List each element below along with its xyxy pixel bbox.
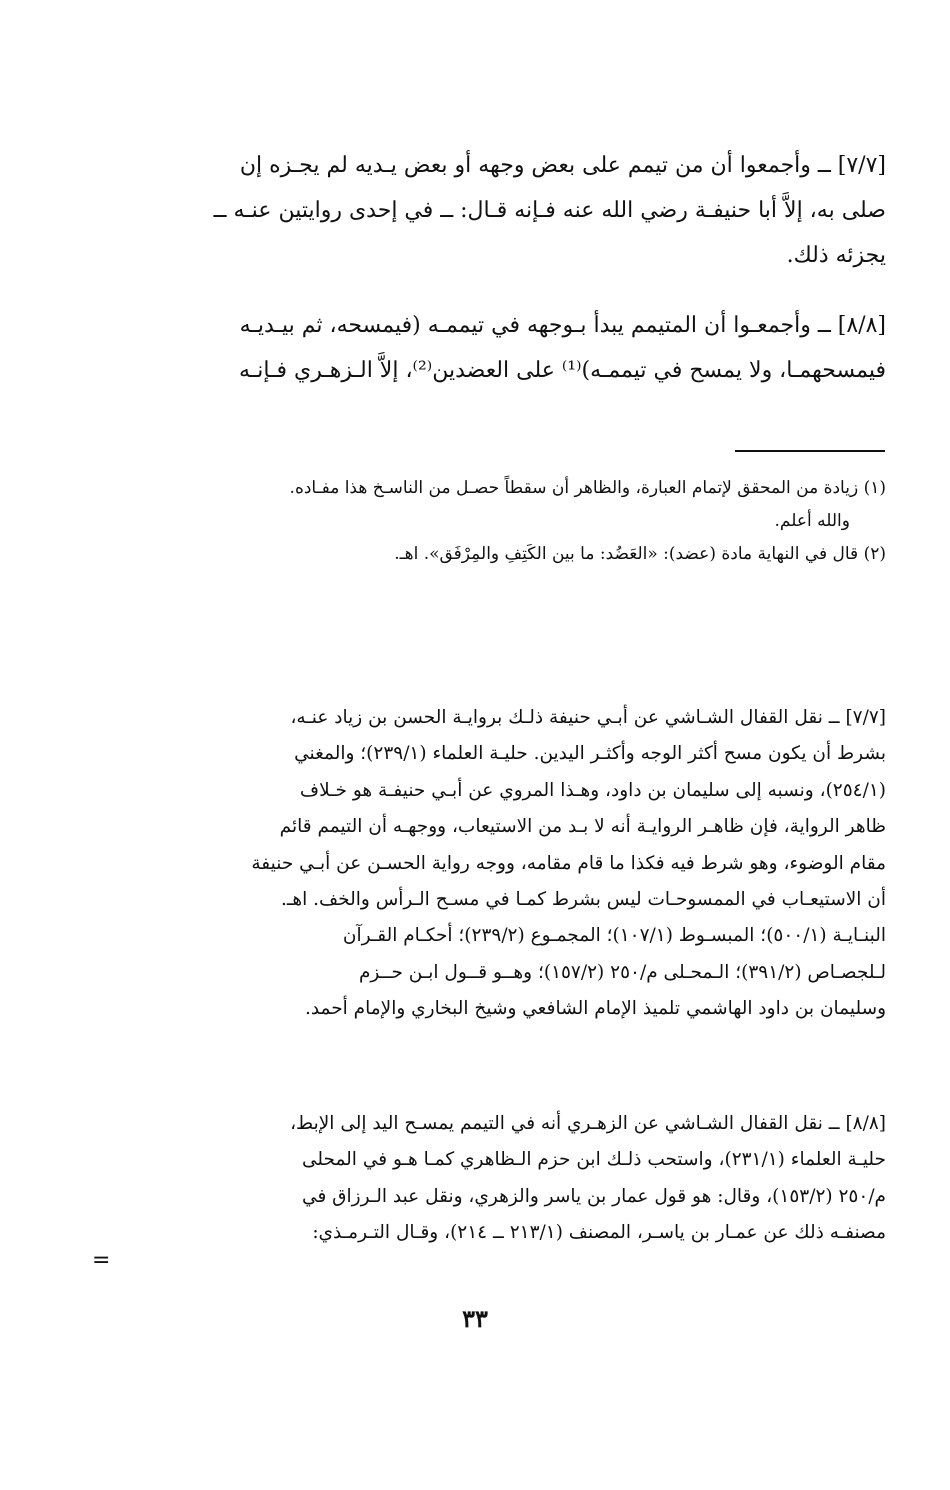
text-line: حليـة العلماء (٢٣١/١)، واستحب ذلـك ابن حزم الـظاهري كمـا هـو في المحلى (301, 1149, 886, 1171)
text-line: لـلجصـاص (٣٩١/٢)؛ الـمحـلى م/٢٥٠ (١٥٧/٢)؛ وهــو قــول ابـن حــزم (358, 961, 886, 983)
footnotes (138, 472, 886, 571)
text-line: البنـايـة (٥٠٠/١)؛ المبسـوط (١٠٧/١)؛ المجمـوع (٢٣٩/٢)؛ أحكـام القـرآن (342, 925, 886, 947)
text-line: بشرط أن يكون مسح أكثر الوجه وأكثـر اليدين. حليـة العلماء (٢٣٩/١)؛ والمغني (294, 743, 886, 765)
text-line: يجزئه ذلك. (786, 243, 886, 268)
text-line: أن الاستيعـاب في الممسوحـات ليس بشرط كمـا في مسـح الـرأس والخف. اهـ. (281, 888, 886, 910)
footnote-2: (٢) قال في النهاية مادة (عضد): «العَضُد: ما بين الكَتِفِ والمِرْفَق». اهـ. (394, 544, 886, 564)
text-line: م/٢٥٠ (١٥٣/٢)، وقال: هو قول عمار بن ياسر والزهري، ونقل عبد الـرزاق في (302, 1185, 886, 1207)
text-line: فيمسحهمـا، ولا يمسح في تيممـه)⁽¹⁾ على العضدين⁽²⁾، إلاَّ الـزهـري فـإنـه (238, 358, 886, 383)
commentary-8 (138, 1106, 886, 1252)
text-line: [٧/٧] ــ نقل القفال الشـاشي عن أبـي حنيفة ذلـك بروايـة الحسن بن زياد عنـه، (290, 707, 886, 728)
text-line: (٢٥٤/١)، ونسبه إلى سليمان بن داود، وهـذا المروي عن أبـي حنيفـة هو خـلاف (299, 779, 886, 801)
continuation-mark: = (92, 1248, 111, 1273)
footnote-1: (١) زيادة من المحقق لإتمام العبارة، والظاهر أن سقطاً حصـل من الناسـخ هذا مفـاده. (289, 478, 886, 498)
text-line: مصنفـه ذلك عن عمـار بن ياسـر، المصنف (٢١٣/١ ــ ٢١٤)، وقـال التـرمـذي: (312, 1222, 886, 1244)
text-line: [٨/٨] ــ نقل القفال الشـاشي عن الزهـري أنه في التيمم يمسـح اليد إلى الإبط، (290, 1113, 886, 1134)
main-paragraph-7 (138, 143, 886, 278)
footnote-separator (735, 450, 885, 452)
text-line: مقام الوضوء، وهو شرط فيه فكذا ما قام مقامه، ووجه رواية الحسـن عن أبـي حنيفة (251, 852, 886, 874)
main-paragraph-8 (138, 303, 886, 393)
text-line: صلى به، إلاَّ أبا حنيفـة رضي الله عنه فـإنه قـال: ــ في إحدى روايتين عنـه ــ (213, 198, 886, 223)
footnote-1-continued: والله أعلم. (774, 511, 850, 531)
text-line: وسليمان بن داود الهاشمي تلميذ الإمام الشافعي وشيخ البخاري والإمام أحمد. (304, 998, 886, 1020)
commentary-7 (138, 700, 886, 1028)
text-line: ظاهر الرواية، فإن ظاهـر الروايـة أنه لا بـد من الاستيعاب، ووجهـه أن التيمم قائم (279, 816, 886, 838)
page-number: ٣٣ (462, 1304, 488, 1333)
text-line: [٧/٧] ــ وأجمعوا أن من تيمم على بعض وجهه أو بعض يـديه لم يجـزه إن (239, 153, 886, 178)
text-line: [٨/٨] ــ وأجمعـوا أن المتيمم يبدأ بـوجهه في تيممـه (فيمسحه، ثم بيـديـه (239, 313, 886, 338)
